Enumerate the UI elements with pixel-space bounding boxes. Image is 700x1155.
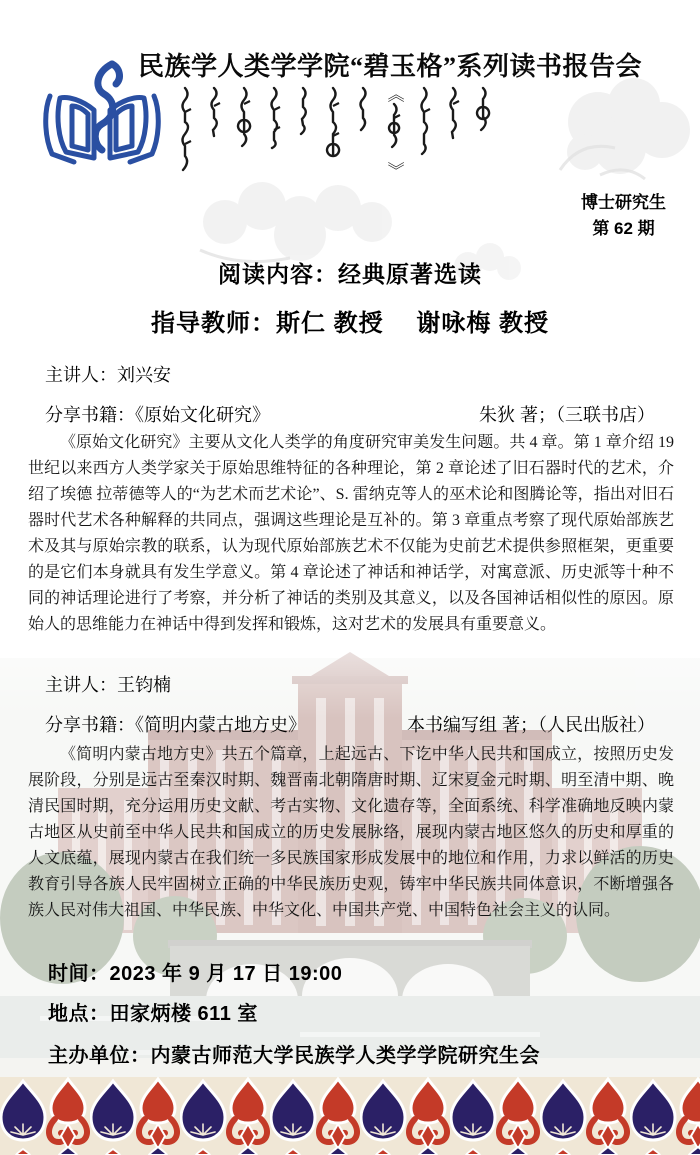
mongolian-text-column: [207, 86, 221, 138]
event-organizer: 主办单位：内蒙古师范大学民族学人类学学院研究生会: [48, 1045, 540, 1067]
mongolian-text-column: [417, 86, 431, 156]
mongolian-text-column: [475, 86, 491, 144]
mongolian-text-column: [446, 86, 460, 140]
mongolian-text-column: [178, 86, 192, 174]
mongolian-text-column: [325, 86, 341, 170]
mongolian-text-column: [236, 86, 252, 160]
session2-book-author: 本书编写组 著；（人民出版社）: [407, 715, 655, 735]
mongolian-close-quote: 》: [385, 161, 405, 179]
session1-book-line: [45, 401, 655, 427]
session1-summary: 《原始文化研究》主要从文化人类学的角度研究审美发生问题。共 4 章。第 1 章介绍 19 世纪以来西方人类学家关于原始思维特征的各种理论，第 2 章论述了旧石器时代的艺术，介绍了埃德 拉蒂德等人的“为艺术而艺术论”、S. 雷纳克等人的巫术论和图腾论等，指出对旧石器时代艺术各种解释的共同点，强调这些理论是互补的。第 3 章重点考察了现代原始部族艺术及其与原始宗教的联系，认为现代原始部族艺术不仅能为史前艺术提供参照框架，更重要的是它们本身就具有发生学意义。第 4 章论述了神话和神话学，对寓意派、历史派等十种不同的神话理论进行了考察，并分析了神话的类别及其意义，以及各国神话相似性的原因。原始人的思维能力在神话中得到发挥和锻炼，这对艺术的发展具有重要意义。: [28, 434, 674, 633]
mongolian-open-quote: 《: [385, 85, 405, 103]
advisors-heading: 指导教师：斯仁 教授 谢咏梅 教授: [150, 310, 549, 337]
session2-book-line: [45, 711, 655, 737]
mongolian-quoted-column: [385, 85, 405, 179]
mongolian-script-row: [178, 86, 578, 186]
issue-badge: [581, 190, 666, 241]
ornament-border: [0, 1077, 700, 1155]
session2-speaker: 主讲人：王钧楠: [45, 675, 171, 695]
issue-number: 第 62 期: [592, 218, 655, 238]
session2-book-title: 分享书籍：《简明内蒙古地方史》: [45, 715, 306, 735]
event-time: 时间：2023 年 9 月 17 日 19:00: [48, 963, 343, 985]
reading-content-heading: 阅读内容：经典原著选读: [218, 261, 482, 287]
session1-book-title: 分享书籍：《原始文化研究》: [45, 405, 270, 425]
poster-title: 民族学人类学学院“碧玉格”系列读书报告会: [138, 52, 643, 81]
issue-audience: 博士研究生: [581, 193, 666, 212]
session1-speaker: 主讲人：刘兴安: [45, 365, 171, 385]
session1-book-author: 朱狄 著；（三联书店）: [479, 405, 655, 425]
session2-summary: 《简明内蒙古地方史》共五个篇章，上起远古、下讫中华人民共和国成立，按照历史发展阶段，分别是远古至秦汉时期、魏晋南北朝隋唐时期、辽宋夏金元时期、明至清中期、晚清民国时期，充分运用历史文献、考古实物、文化遗存等，全面系统、科学准确地反映内蒙古地区从史前至中华人民共和国成立的历史发展脉络，展现内蒙古地区悠久的历史和厚重的人文底蕴，展现内蒙古在我们统一多民族国家形成发展中的地位和作用，力求以鲜活的历史教育引导各族人民牢固树立正确的中华民族历史观，铸牢中华民族共同体意识，不断增强各族人民对伟大祖国、中华民族、中华文化、中国共产党、中国特色社会主义的认同。: [28, 746, 674, 919]
mongolian-text-column: [356, 86, 370, 132]
event-place: 地点：田家炳楼 611 室: [48, 1003, 258, 1025]
mongolian-text-column: [296, 86, 310, 136]
mongolian-pattern-icon: [0, 1077, 700, 1155]
mongolian-text-column: [267, 86, 281, 150]
